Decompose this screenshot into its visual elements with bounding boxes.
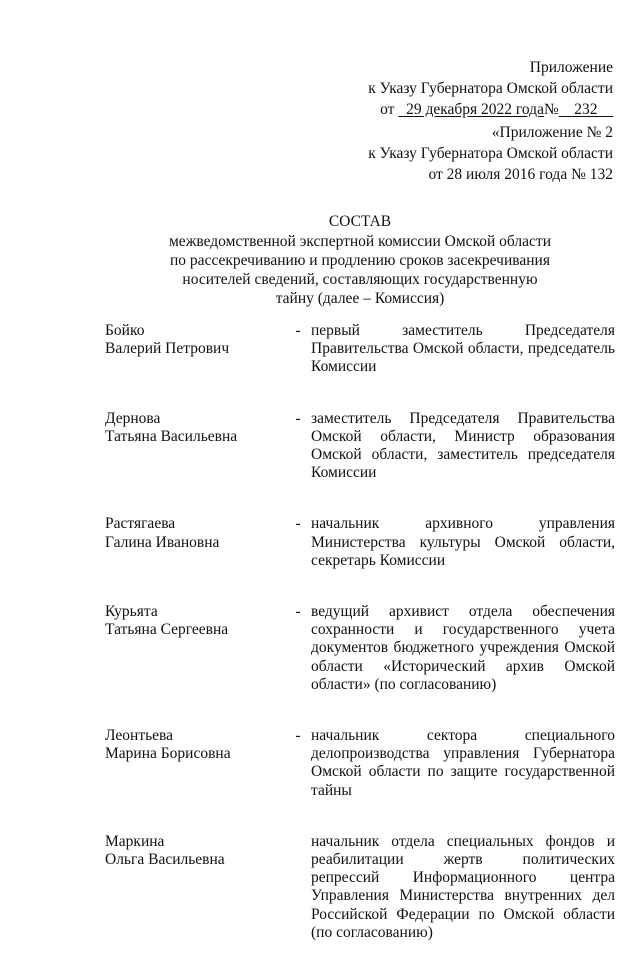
appendix-decree-ref: к Указу Губернатора Омской области bbox=[368, 80, 613, 97]
member-given-name: Марина Борисовна bbox=[105, 745, 231, 763]
title-line: по рассекречиванию и продлению сроков засекречивания bbox=[170, 252, 550, 269]
member-given-name: Татьяна Васильевна bbox=[105, 427, 238, 445]
original-appendix-date-line: от 28 июля 2016 года № 132 bbox=[428, 166, 613, 183]
original-appendix-decree-ref: к Указу Губернатора Омской области bbox=[368, 145, 613, 162]
member-given-name: Татьяна Сергеевна bbox=[105, 621, 229, 639]
member-dash: - bbox=[295, 515, 301, 533]
title-main: СОСТАВ bbox=[328, 213, 392, 230]
member-surname: Маркина bbox=[105, 832, 165, 850]
member-surname: Дернова bbox=[105, 409, 161, 427]
member-dash: - bbox=[295, 322, 301, 339]
member-surname: Леонтьева bbox=[105, 727, 174, 745]
appendix-number-text: 232 bbox=[574, 101, 598, 118]
document-title bbox=[100, 212, 620, 308]
original-appendix-label: «Приложение № 2 bbox=[491, 124, 613, 141]
appendix-label: Приложение bbox=[529, 59, 613, 76]
appendix-date-text: 29 декабря 2022 года bbox=[406, 101, 544, 118]
title-line: межведомственной экспертной комиссии Омской области bbox=[169, 233, 551, 250]
appendix-date bbox=[398, 101, 544, 118]
member-row bbox=[105, 515, 615, 570]
member-name bbox=[105, 727, 285, 800]
member-name bbox=[105, 833, 285, 942]
member-position: заместитель Председателя Правительства Омской области, Министр образования Омской области, заместитель председателя Комиссии bbox=[311, 409, 615, 482]
member-surname: Курьята bbox=[105, 603, 158, 621]
member-row bbox=[105, 603, 615, 694]
member-position: начальник архивного управления Министерства культуры Омской области, секретарь Комиссии bbox=[311, 515, 615, 569]
member-dash bbox=[285, 833, 311, 942]
member-surname: Растягаева bbox=[105, 515, 176, 533]
member-position: первый заместитель Председателя Правительства Омской области, председатель Комиссии bbox=[311, 322, 615, 376]
member-dash: - bbox=[295, 603, 301, 621]
original-appendix-header bbox=[368, 122, 613, 185]
member-row bbox=[105, 322, 615, 377]
member-name bbox=[105, 322, 285, 377]
member-given-name: Галина Ивановна bbox=[105, 533, 220, 551]
member-row bbox=[105, 833, 615, 942]
member-surname: Бойко bbox=[105, 322, 145, 339]
appendix-date-line bbox=[368, 99, 613, 120]
member-position: ведущий архивист отдела обеспечения сохранности и государственного учета документов бюджетного учреждения Омской области «Исторический архив Омской области» (по согласованию) bbox=[311, 603, 615, 693]
member-dash: - bbox=[295, 727, 301, 745]
member-row bbox=[105, 727, 615, 800]
member-position: начальник отдела специальных фондов и реабилитации жертв политических репрессий Информационного центра Управления Министерства внутренних дел Российской Федерации по Омской области (по согласованию) bbox=[311, 832, 615, 941]
member-dash: - bbox=[295, 409, 301, 427]
appendix-number bbox=[559, 101, 613, 118]
member-position: начальник сектора специального делопроизводства управления Губернатора Омской области по защите государственной тайны bbox=[311, 727, 615, 799]
title-line: носителей сведений, составляющих государственную bbox=[182, 271, 538, 288]
member-name bbox=[105, 515, 285, 570]
member-row bbox=[105, 410, 615, 483]
appendix-from-label: от bbox=[380, 101, 399, 118]
member-given-name: Валерий Петрович bbox=[105, 340, 230, 358]
commission-members-list bbox=[105, 322, 615, 975]
appendix-number-sign: № bbox=[543, 101, 559, 118]
member-name bbox=[105, 410, 285, 483]
member-given-name: Ольга Васильевна bbox=[105, 851, 225, 869]
title-line: тайну (далее – Комиссия) bbox=[275, 290, 445, 307]
member-name bbox=[105, 603, 285, 694]
appendix-header bbox=[368, 57, 613, 120]
